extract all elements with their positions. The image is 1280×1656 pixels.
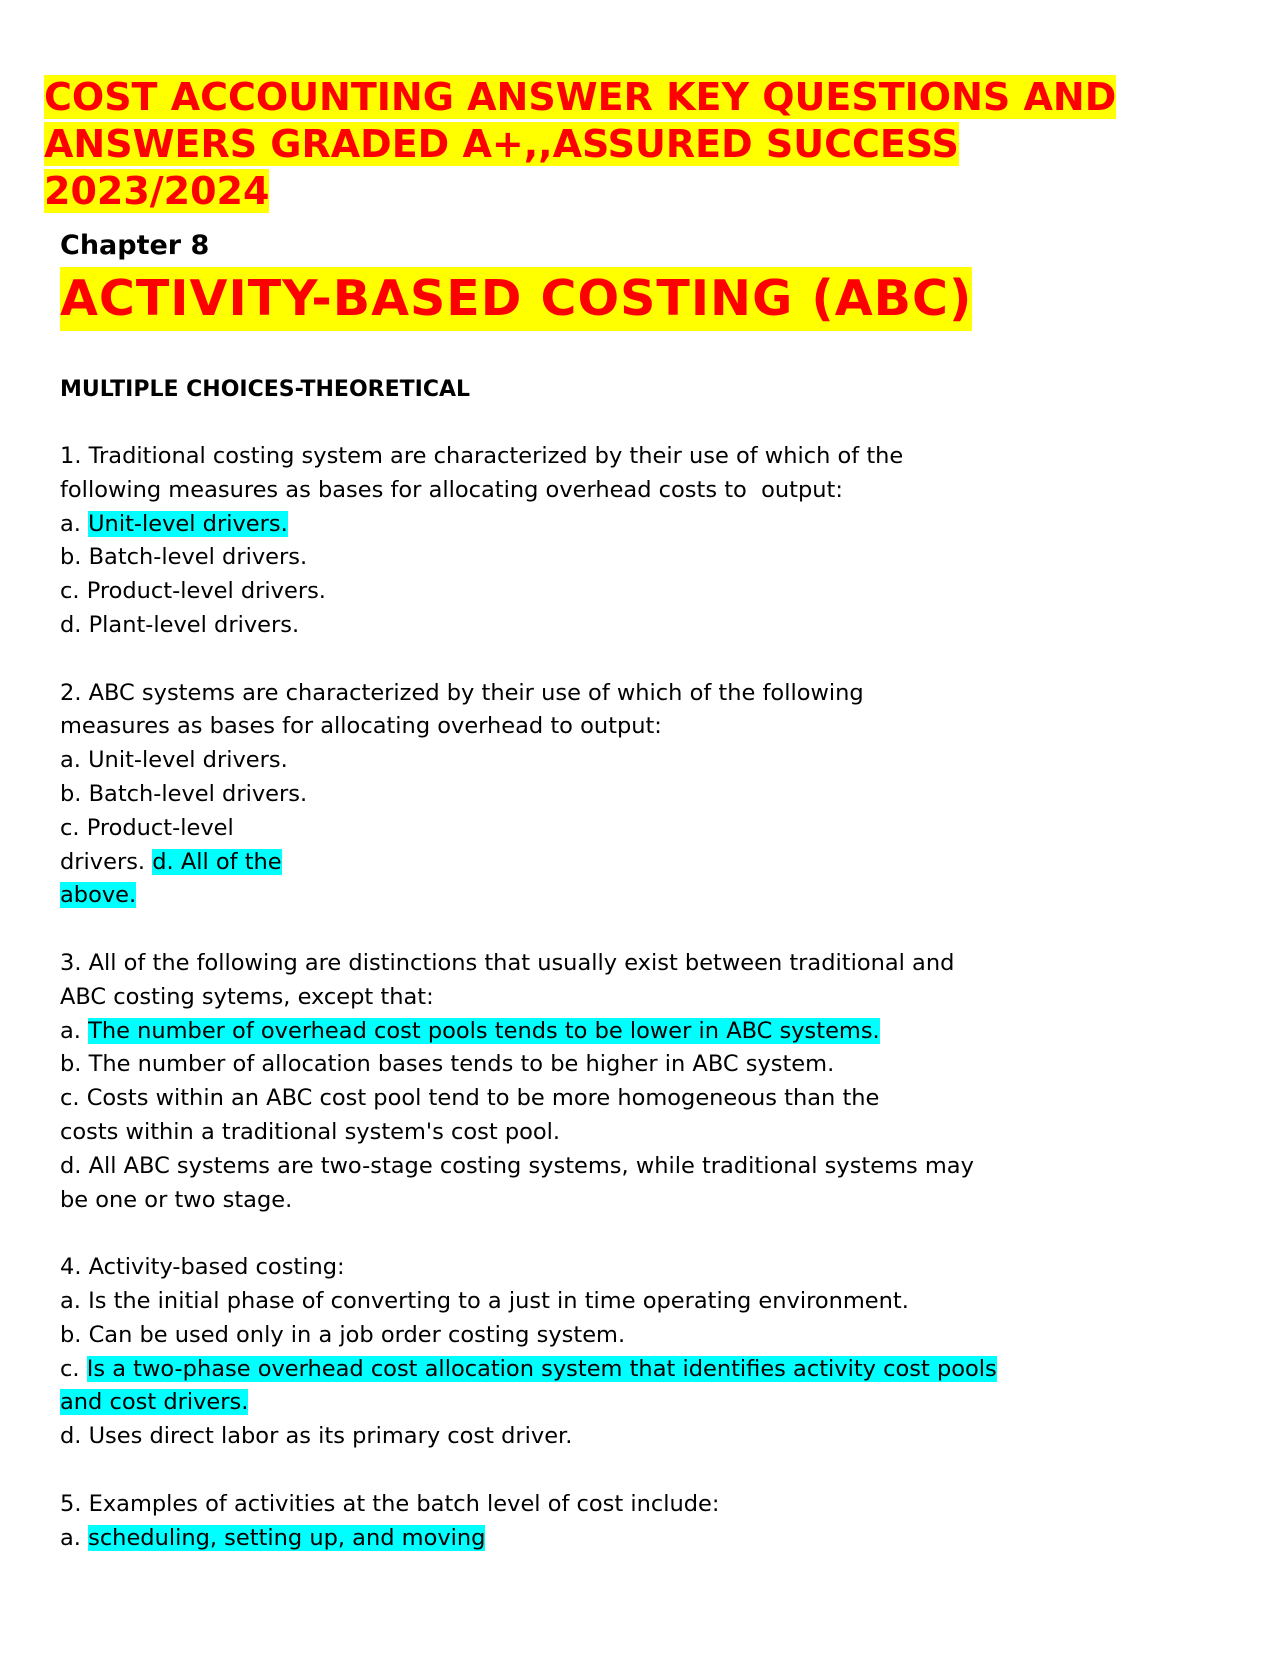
option-letter: d. (60, 1152, 89, 1179)
answer-option (60, 1522, 1240, 1556)
option-text: drivers. (60, 848, 153, 875)
correct-answer: and cost drivers. (60, 1389, 249, 1416)
answer-option (60, 1420, 1240, 1454)
title-line: COST ACCOUNTING ANSWER KEY QUESTIONS AND (44, 75, 1117, 119)
question-stem: measures as bases for allocating overhead to output: (60, 713, 662, 740)
question-1 (60, 440, 1240, 643)
correct-answer: d. All of the (152, 848, 282, 875)
option-letter: a. (60, 510, 89, 537)
answer-option (60, 879, 1240, 913)
answer-option (60, 778, 1240, 812)
option-letter: b. (60, 1051, 89, 1078)
question-stem: following measures as bases for allocating overhead costs to output: (60, 476, 843, 503)
option-letter: b. (60, 780, 89, 807)
option-letter: d. (60, 1423, 89, 1450)
answer-option (60, 1319, 1240, 1353)
option-letter: c. (60, 814, 87, 841)
question-list (60, 440, 1240, 1589)
answer-option (60, 1285, 1240, 1319)
option-letter: a. (60, 1017, 89, 1044)
answer-option (60, 1150, 1240, 1184)
option-text: Product-level drivers. (86, 578, 326, 605)
question-stem: 4. Activity-based costing: (60, 1254, 345, 1281)
answer-option (60, 1184, 1240, 1218)
answer-option (60, 812, 1240, 846)
chapter-topic: ACTIVITY-BASED COSTING (ABC) (60, 267, 972, 331)
correct-answer: Unit-level drivers. (88, 510, 288, 537)
option-letter: c. (60, 578, 87, 605)
answer-option (60, 744, 1240, 778)
correct-answer: The number of overhead cost pools tends to be lower in ABC systems. (88, 1017, 880, 1044)
correct-answer: above. (60, 882, 137, 909)
question-stem: 3. All of the following are distinctions that usually exist between traditional and (60, 949, 955, 976)
section-heading: MULTIPLE CHOICES-THEORETICAL (60, 377, 471, 402)
answer-option (60, 1116, 1240, 1150)
question-stem: 2. ABC systems are characterized by their use of which of the following (60, 679, 864, 706)
correct-answer: Is a two-phase overhead cost allocation system that identifies activity cost pools (86, 1355, 997, 1382)
option-letter: c. (60, 1355, 87, 1382)
correct-answer: scheduling, setting up, and moving (88, 1524, 486, 1551)
option-text: Batch-level drivers. (88, 544, 308, 571)
option-text: All ABC systems are two-stage costing systems, while traditional systems may (88, 1152, 974, 1179)
title-line: ANSWERS GRADED A+,,ASSURED SUCCESS (44, 122, 959, 166)
answer-option (60, 541, 1240, 575)
option-letter: a. (60, 1524, 89, 1551)
question-stem: 1. Traditional costing system are characterized by their use of which of the (60, 443, 904, 469)
document-title (44, 74, 1244, 215)
option-letter: b. (60, 544, 89, 571)
option-text: Costs within an ABC cost pool tend to be more homogeneous than the (86, 1085, 880, 1112)
answer-option (60, 1048, 1240, 1082)
option-text: The number of allocation bases tends to be higher in ABC system. (88, 1051, 835, 1078)
option-text: Can be used only in a job order costing system. (88, 1321, 626, 1348)
question-5 (60, 1488, 1240, 1556)
option-text: Is the initial phase of converting to a just in time operating environment. (88, 1287, 909, 1314)
question-2 (60, 677, 1240, 914)
answer-option (60, 575, 1240, 609)
question-3 (60, 947, 1240, 1217)
question-4 (60, 1251, 1240, 1454)
answer-option (60, 846, 1240, 880)
option-text: Product-level (86, 814, 234, 841)
title-line: 2023/2024 (44, 169, 270, 213)
option-text: Unit-level drivers. (88, 747, 288, 774)
answer-option (60, 1082, 1240, 1116)
option-text: Uses direct labor as its primary cost driver. (88, 1423, 573, 1450)
answer-option (60, 609, 1240, 643)
option-text: be one or two stage. (60, 1186, 293, 1213)
option-letter: a. (60, 1287, 89, 1314)
option-text: costs within a traditional system's cost pool. (60, 1118, 561, 1145)
option-letter: b. (60, 1321, 89, 1348)
answer-option (60, 1015, 1240, 1049)
option-text: Plant-level drivers. (88, 611, 300, 638)
answer-option (60, 508, 1240, 542)
answer-option (60, 1353, 1240, 1387)
option-letter: d. (60, 611, 89, 638)
option-letter: a. (60, 747, 89, 774)
option-text: Batch-level drivers. (88, 780, 308, 807)
question-stem: 5. Examples of activities at the batch level of cost include: (60, 1490, 720, 1517)
answer-option (60, 1386, 1240, 1420)
chapter-label: Chapter 8 (60, 230, 210, 261)
question-stem: ABC costing sytems, except that: (60, 983, 434, 1010)
option-letter: c. (60, 1085, 87, 1112)
